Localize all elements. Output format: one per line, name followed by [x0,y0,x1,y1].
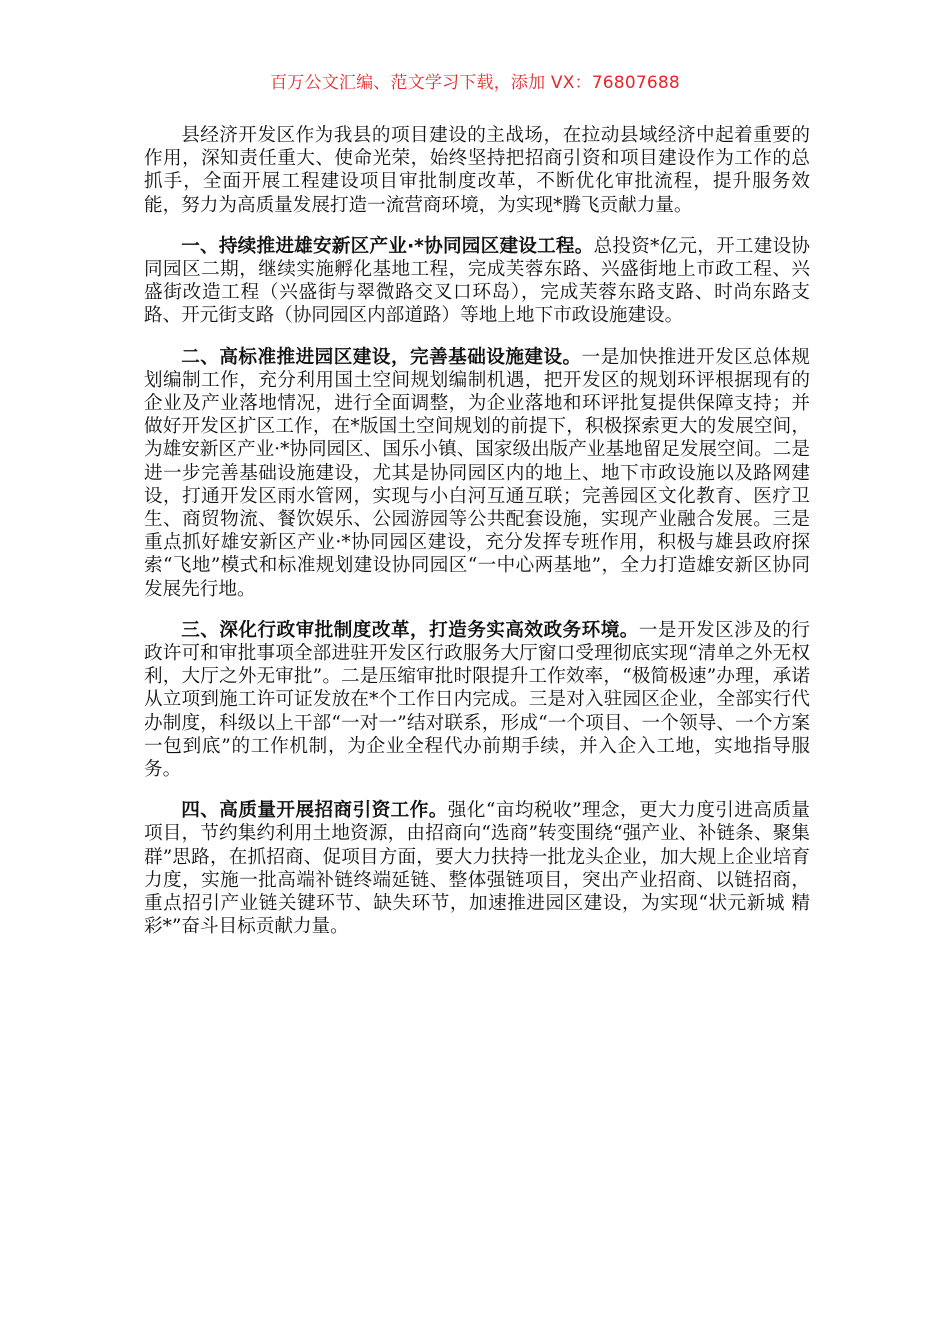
section-4-heading: 四、高质量开展招商引资工作。 [181,800,448,822]
section-1-paragraph [144,235,810,328]
section-2-heading: 二、高标准推进园区建设，完善基础设施建设。 [181,346,582,368]
section-3-paragraph [144,619,810,781]
section-4-paragraph [144,799,810,938]
section-2-text: 一是加快推进开发区总体规划编制工作，充分利用国土空间规划编制机遇，把开发区的规划环评根据现有的企业及产业落地情况，进行全面调整，为企业落地和环评批复提供保障支持；并做好开发区扩区工作，在*版国土空间规划的前提下，积极探索更大的发展空间，为雄安新区产业·*协同园区、国乐小镇、国家级出版产业基地留足发展空间。二是进一步完善基础设施建设，尤其是协同园区内的地上、地下市政设施以及路网建设，打通开发区雨水管网，实现与小白河互通互联；完善园区文化教育、医疗卫生、商贸物流、餐饮娱乐、公园游园等公共配套设施，实现产业融合发展。三是重点抓好雄安新区产业·*协同园区建设，充分发挥专班作用，积极与雄县政府探索“飞地”模式和标准规划建设协同园区“一中心两基地”，全力打造雄安新区协同发展先行地。 [144,346,810,600]
section-3-heading: 三、深化行政审批制度改革，打造务实高效政务环境。 [181,619,639,641]
section-1-heading: 一、持续推进雄安新区产业·*协同园区建设工程。 [181,235,594,257]
paragraph-text: 县经济开发区作为我县的项目建设的主战场，在拉动县域经济中起着重要的作用，深知责任重大、使命光荣，始终坚持把招商引资和项目建设作为工作的总抓手，全面开展工程建设项目审批制度改革，不断优化审批流程，提升服务效能，努力为高质量发展打造一流营商环境，为实现*腾飞贡献力量。 [144,125,810,216]
section-4-text: 强化“亩均税收”理念，更大力度引进高质量项目，节约集约利用土地资源，由招商向“选商”转变围绕“强产业、补链条、聚集群”思路，在抓招商、促项目方面，要大力扶持一批龙头企业，加大规上企业培育力度，实施一批高端补链终端延链、整体强链项目，突出产业招商、以链招商，重点招引产业链关键环节、缺失环节，加速推进园区建设，为实现“状元新城 精彩*”奋斗目标贡献力量。 [144,800,810,938]
watermark-header: 百万公文汇编、范文学习下载，添加 VX：76807688 [270,73,680,93]
document-body [144,124,810,957]
section-2-paragraph [144,346,810,601]
section-3-text: 一是开发区涉及的行政许可和审批事项全部进驻开发区行政服务大厅窗口受理彻底实现“清单之外无权利，大厅之外无审批”。二是压缩审批时限提升工作效率，“极简极速”办理，承诺从立项到施工许可证发放在*个工作日内完成。三是对入驻园区企业，全部实行代办制度，科级以上干部“一对一”结对联系，形成“一个项目、一个领导、一个方案一包到底”的工作机制，为企业全程代办前期手续，并入企入工地，实地指导服务。 [144,619,810,781]
intro-paragraph [144,124,810,217]
section-1-text: 总投资*亿元，开工建设协同园区二期，继续实施孵化基地工程，完成芙蓉东路、兴盛街地上市政工程、兴盛街改造工程（兴盛街与翠微路交叉口环岛），完成芙蓉东路支路、时尚东路支路、开元街支路（协同园区内部道路）等地上地下市政设施建设。 [144,235,810,327]
